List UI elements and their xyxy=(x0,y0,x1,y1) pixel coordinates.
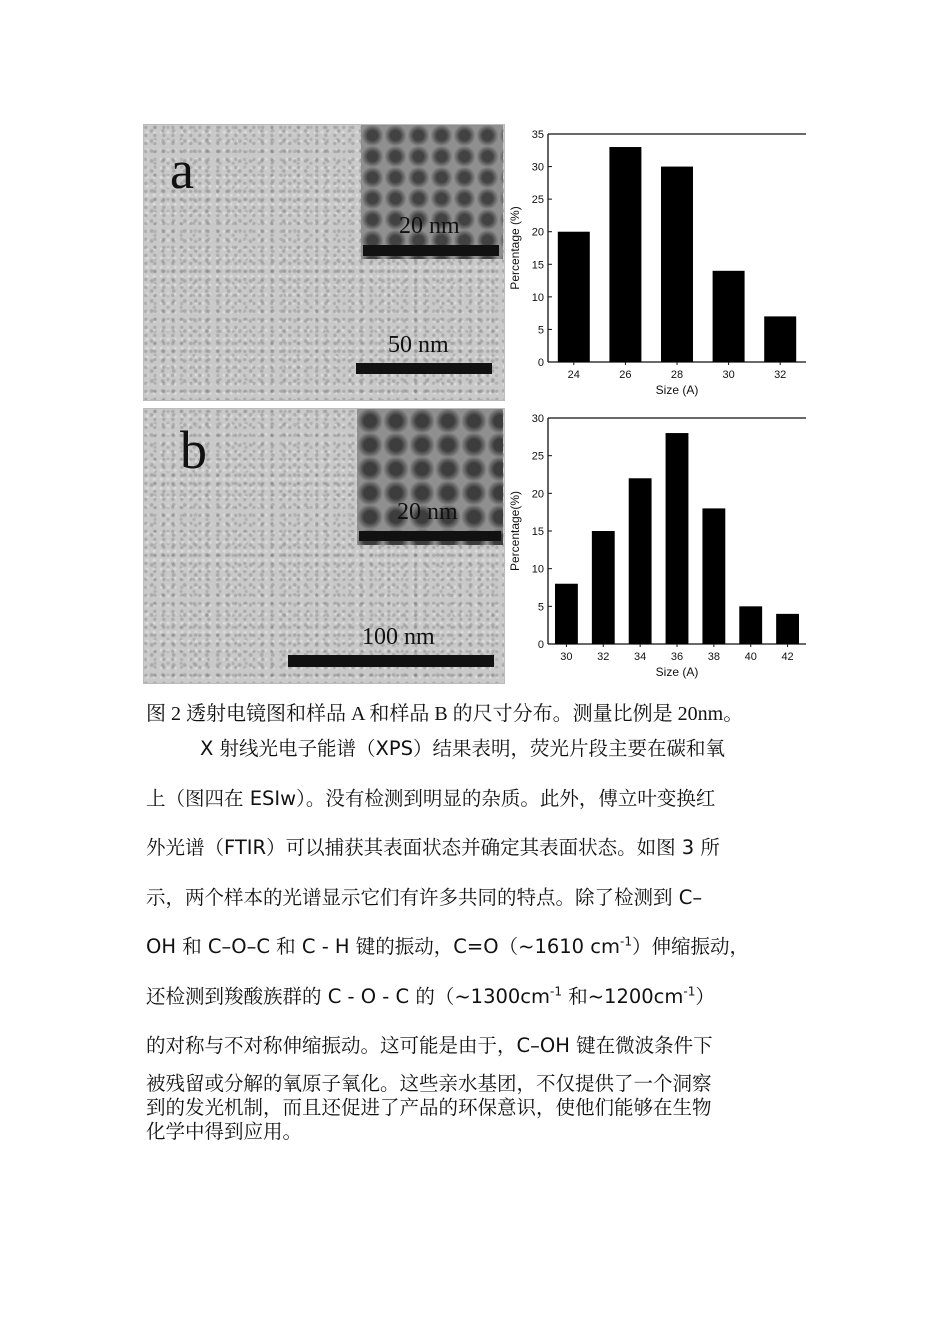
bar xyxy=(702,508,725,644)
y-tick-label: 0 xyxy=(537,357,544,369)
histogram-chart-b xyxy=(505,408,811,688)
y-tick-label: 15 xyxy=(531,259,544,272)
body-line-4 xyxy=(146,886,702,909)
body-line-6 xyxy=(146,985,715,1008)
inset-scale-label-b: 20 nm xyxy=(397,499,458,525)
y-axis-label: Percentage(%) xyxy=(508,490,522,572)
x-tick-label: 32 xyxy=(597,651,610,663)
y-tick-label: 30 xyxy=(531,413,544,425)
body-text: 到的发光机制，而且还促进了产品的环保意识，使他们能够在生物 xyxy=(146,1096,712,1119)
body-line-2 xyxy=(146,787,715,810)
x-tick-label: 30 xyxy=(560,651,573,663)
x-tick-label: 38 xyxy=(707,651,720,663)
y-tick-label: 15 xyxy=(531,526,544,538)
superscript: -1 xyxy=(683,984,696,999)
body-text: ） xyxy=(695,985,715,1008)
y-tick-label: 5 xyxy=(537,601,544,614)
x-tick-label: 24 xyxy=(567,369,580,381)
y-tick-label: 35 xyxy=(531,129,544,141)
bar xyxy=(555,584,578,644)
y-tick-label: 20 xyxy=(531,226,544,239)
y-tick-label: 25 xyxy=(531,450,544,463)
inset-scale-bar-b xyxy=(359,531,501,541)
body-line-5 xyxy=(146,935,749,958)
body-line-1 xyxy=(200,737,725,760)
body-text: 外光谱（FTIR）可以捕获其表面状态并确定其表面状态。如图 3 所 xyxy=(146,836,720,859)
bar xyxy=(661,167,693,362)
bar xyxy=(776,614,799,644)
body-text: 上（图四在 ESIw）。没有检测到明显的杂质。此外，傅立叶变换红 xyxy=(146,787,716,810)
body-text: 被残留或分解的氧原子氧化。这些亲水基团，不仅提供了一个洞察 xyxy=(146,1072,712,1095)
y-axis-label: Percentage (%) xyxy=(508,206,522,290)
superscript: -1 xyxy=(550,984,562,999)
x-axis-label: Size (A) xyxy=(655,665,699,679)
body-text: 示，两个样本的光谱显示它们有许多共同的特点。除了检测到 C– xyxy=(146,886,703,909)
body-text: X 射线光电子能谱（XPS）结果表明，荧光片段主要在碳和氧 xyxy=(200,737,726,760)
body-text: 还检测到羧酸族群的 C - O - C 的（~1300cm xyxy=(146,985,551,1008)
x-tick-label: 34 xyxy=(634,651,647,663)
y-tick-label: 10 xyxy=(531,563,544,576)
body-line-9 xyxy=(146,1097,712,1119)
x-tick-label: 26 xyxy=(619,369,632,381)
tem-inset-b xyxy=(357,409,503,545)
inset-scale-bar-a xyxy=(363,245,499,256)
y-tick-label: 5 xyxy=(537,324,544,337)
x-tick-label: 30 xyxy=(722,369,735,381)
y-tick-label: 30 xyxy=(531,161,544,174)
x-tick-label: 28 xyxy=(670,369,684,381)
body-line-8 xyxy=(146,1073,712,1095)
tem-image-a xyxy=(143,124,505,401)
main-scale-label-a: 50 nm xyxy=(388,332,449,358)
bar xyxy=(713,271,745,362)
body-line-3 xyxy=(146,836,720,859)
y-tick-label: 25 xyxy=(531,194,544,207)
panel-letter-a: a xyxy=(170,140,194,200)
bar xyxy=(558,232,590,362)
main-scale-bar-b xyxy=(288,655,494,667)
x-tick-label: 42 xyxy=(781,651,794,663)
body-line-10 xyxy=(146,1121,302,1143)
tem-inset-a xyxy=(361,125,503,259)
panel-letter-b: b xyxy=(180,420,207,480)
body-text: OH 和 C–O–C 和 C - H 键的振动，C=O（~1610 cm xyxy=(146,935,620,958)
y-tick-label: 0 xyxy=(537,639,544,651)
body-text: 化学中得到应用。 xyxy=(146,1120,303,1143)
bar xyxy=(629,478,652,644)
bar xyxy=(764,316,796,362)
figure-caption: 图 2 透射电镜图和样品 A 和样品 B 的尺寸分布。测量比例是 20nm。 xyxy=(146,703,744,725)
inset-scale-label-a: 20 nm xyxy=(399,213,460,239)
main-scale-label-b: 100 nm xyxy=(362,624,435,650)
bar xyxy=(592,531,615,644)
histogram-chart-a xyxy=(505,124,811,404)
bar xyxy=(609,147,641,362)
body-text: 和~1200cm xyxy=(562,985,684,1008)
main-scale-bar-a xyxy=(356,363,492,374)
superscript: -1 xyxy=(619,934,632,949)
tem-image-b xyxy=(143,408,505,684)
x-axis-label: Size (A) xyxy=(655,383,699,397)
body-line-7 xyxy=(146,1034,713,1057)
body-text: ）伸缩振动， xyxy=(631,935,749,958)
bar xyxy=(739,606,762,644)
body-text: 的对称与不对称伸缩振动。这可能是由于，C–OH 键在微波条件下 xyxy=(146,1034,713,1057)
y-tick-label: 10 xyxy=(531,291,544,304)
x-tick-label: 36 xyxy=(670,651,684,663)
x-tick-label: 40 xyxy=(744,651,757,663)
x-tick-label: 32 xyxy=(774,369,787,381)
y-tick-label: 20 xyxy=(531,488,544,501)
bar xyxy=(666,433,689,644)
